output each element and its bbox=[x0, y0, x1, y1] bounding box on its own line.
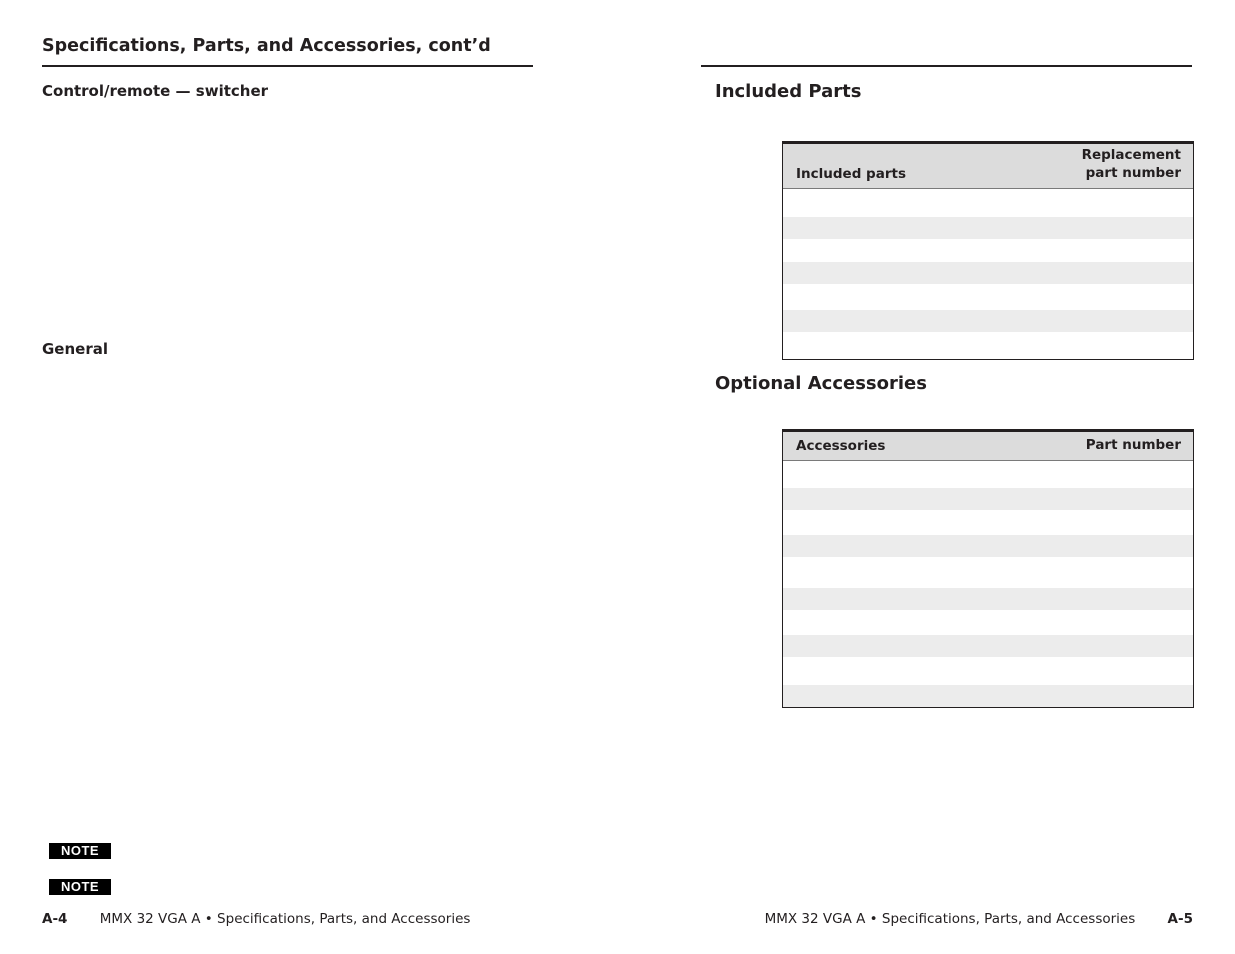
table-row bbox=[783, 635, 1193, 657]
included-parts-heading: Included Parts bbox=[715, 81, 862, 102]
optional-accessories-table-header bbox=[783, 430, 1193, 461]
section-heading-general: General bbox=[42, 340, 108, 358]
included-parts-table bbox=[782, 141, 1194, 360]
accessories-col-left: Accessories bbox=[796, 438, 886, 454]
footer-left bbox=[42, 911, 470, 927]
included-parts-col-left: Included parts bbox=[796, 166, 906, 182]
table-row bbox=[783, 685, 1193, 707]
table-row bbox=[783, 310, 1193, 332]
footer-page-number-right: A-5 bbox=[1167, 911, 1193, 927]
accessories-col-right: Part number bbox=[1085, 437, 1181, 453]
table-row bbox=[783, 217, 1193, 239]
included-parts-col-right-line1: Replacement bbox=[1081, 147, 1181, 163]
included-parts-col-right-line2: part number bbox=[1085, 165, 1181, 181]
title-rule-left bbox=[42, 65, 533, 67]
table-row bbox=[783, 588, 1193, 610]
footer-right bbox=[765, 911, 1193, 927]
footer-text-right: MMX 32 VGA A • Specifications, Parts, and Accessories bbox=[764, 911, 1136, 927]
footer-page-number-left: A-4 bbox=[42, 911, 68, 927]
title-rule-right bbox=[701, 65, 1192, 67]
table-row bbox=[783, 535, 1193, 557]
footer-text-left: MMX 32 VGA A • Specifications, Parts, and Accessories bbox=[99, 911, 471, 927]
note-badge-2: NOTE bbox=[49, 879, 111, 895]
table-row bbox=[783, 488, 1193, 510]
optional-accessories-table bbox=[782, 429, 1194, 708]
section-heading-control-remote: Control/remote — switcher bbox=[42, 82, 269, 100]
page-title: Specifications, Parts, and Accessories, cont’d bbox=[42, 36, 491, 56]
table-row bbox=[783, 262, 1193, 284]
included-parts-col-right bbox=[1082, 146, 1181, 182]
included-parts-table-header bbox=[783, 142, 1193, 189]
note-badge-1: NOTE bbox=[49, 843, 111, 859]
optional-accessories-heading: Optional Accessories bbox=[715, 373, 927, 394]
